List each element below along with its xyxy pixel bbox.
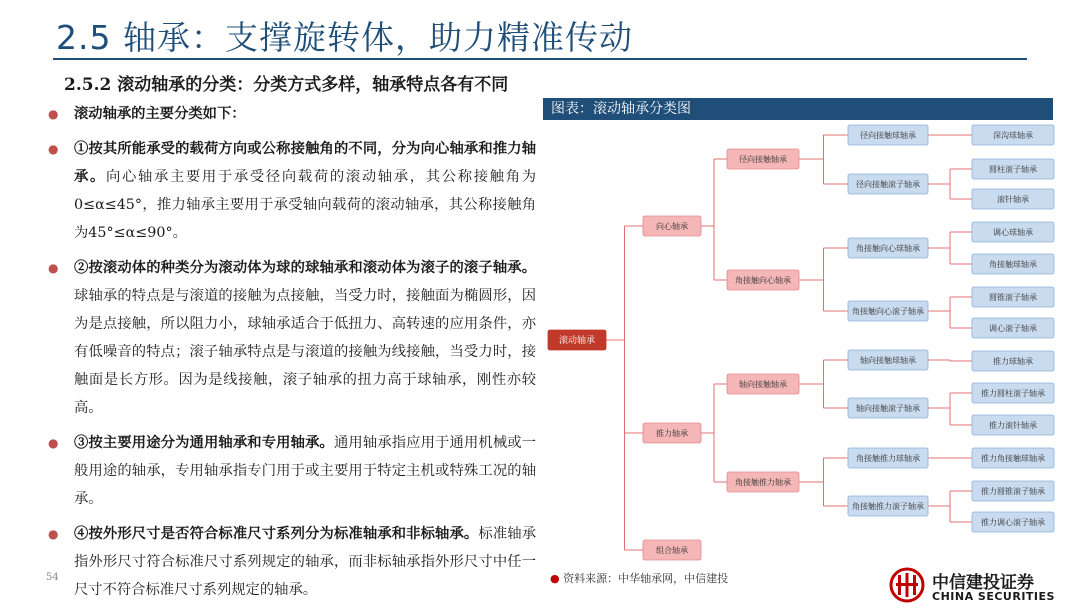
tree-node-label: 轴向接触轴承: [739, 380, 787, 389]
tree-node-label: 角接触向心球轴承: [856, 244, 920, 253]
tree-node-label: 深沟球轴承: [993, 131, 1033, 140]
bullet-dot-icon: ●: [48, 107, 59, 121]
tree-node-level3: [848, 448, 928, 468]
figure-source: [550, 570, 728, 586]
tree-node-level2: [727, 472, 799, 492]
tree-node-level2: [727, 374, 799, 394]
tree-node-label: 角接触向心滚子轴承: [852, 307, 924, 316]
tree-node-level3: [848, 398, 928, 418]
tree-node-label: 推力球轴承: [993, 357, 1033, 366]
tree-node-label: 角接触推力滚子轴承: [852, 502, 924, 511]
tree-node-level4: [972, 318, 1054, 338]
tree-node-level1: [643, 540, 701, 560]
source-dot-icon: ●: [550, 572, 560, 585]
section-subtitle: 2.5.2 滚动轴承的分类：分类方式多样，轴承特点各有不同: [64, 75, 509, 95]
bullet-dot-icon: ●: [48, 261, 59, 275]
tree-node-label: 推力圆柱滚子轴承: [981, 389, 1045, 398]
tree-node-label: 推力滚针轴承: [989, 421, 1037, 430]
tree-node-label: 推力轴承: [656, 429, 688, 438]
tree-node-label: 角接触推力球轴承: [856, 454, 920, 463]
tree-node-label: 滚动轴承: [558, 336, 596, 346]
tree-node-level4: [972, 512, 1054, 532]
tree-node-label: 径向接触轴承: [739, 155, 787, 164]
logo-name-en: CHINA SECURITIES: [932, 590, 1055, 603]
tree-node-root: [548, 330, 606, 350]
tree-node-level3: [848, 301, 928, 321]
tree-node-label: 推力调心滚子轴承: [981, 518, 1045, 527]
tree-node-level3: [848, 496, 928, 516]
tree-node-level4: [972, 481, 1054, 501]
tree-node-level1: [643, 423, 701, 443]
bullet-text: 球轴承的特点是与滚道的接触为点接触，当受力时，接触面为椭圆形，因为是点接触，所以阻力小，球轴承适合于低扭力、高转速的应用条件，亦有低噪音的特点；滚子轴承特点是与滚道的接触为线接触，当受力时，接触面是长方形。因为是线接触，滚子轴承的扭力高于球轴承，刚性亦较高。: [74, 288, 536, 416]
tree-node-label: 推力圆锥滚子轴承: [981, 487, 1045, 496]
citic-logo-icon: [888, 566, 928, 604]
tree-node-level4: [972, 254, 1054, 274]
tree-node-level3: [848, 350, 928, 370]
tree-node-label: 滚针轴承: [997, 195, 1029, 204]
figure-title: 图表：滚动轴承分类图: [543, 98, 1053, 120]
tree-node-level3: [848, 125, 928, 145]
tree-node-label: 组合轴承: [656, 546, 688, 555]
tree-node-label: 角接触球轴承: [989, 260, 1037, 269]
tree-node-label: 调心球轴承: [993, 228, 1033, 237]
tree-node-level4: [972, 159, 1054, 179]
bullet-dot-icon: ●: [48, 527, 59, 541]
tree-node-label: 轴向接触球轴承: [860, 356, 916, 365]
tree-node-label: 圆锥滚子轴承: [989, 293, 1037, 302]
bullet-bold: ②按滚动体的种类分为滚动体为球的球轴承和滚动体为滚子的滚子轴承。: [74, 260, 536, 276]
tree-node-level4: [972, 189, 1054, 209]
tree-node-level4: [972, 222, 1054, 242]
tree-node-label: 轴向接触滚子轴承: [856, 404, 920, 413]
bullet-text: 通用轴承指应用于通用机械或一般用途的轴承，专用轴承指专门用于或主要用于特定主机或特殊工况的轴承。: [74, 435, 537, 507]
tree-node-level1: [643, 216, 701, 236]
company-logo: [888, 566, 1068, 604]
tree-node-level4: [972, 125, 1054, 145]
tree-node-level2: [727, 270, 799, 290]
tree-node-level3: [848, 174, 928, 194]
bullet-bold: ①按其所能承受的载荷方向或公称接触角的不同，分为向心轴承和推力轴承。: [74, 141, 536, 185]
tree-node-label: 圆柱滚子轴承: [989, 165, 1037, 174]
page-number: 54: [46, 572, 59, 583]
tree-node-level4: [972, 383, 1054, 403]
tree-node-level3: [848, 238, 928, 258]
tree-node-label: 向心轴承: [656, 222, 688, 231]
tree-node-label: 径向接触球轴承: [860, 131, 916, 140]
bullet-text: 向心轴承主要用于承受径向载荷的滚动轴承，其公称接触角为0≤α≤45°，推力轴承主要用于承受轴向载荷的滚动轴承，其公称接触角为45°≤α≤90°。: [74, 169, 537, 241]
tree-node-level4: [972, 351, 1054, 371]
tree-node-label: 推力角接触球轴承: [981, 454, 1045, 463]
tree-node-level4: [972, 415, 1054, 435]
bullet-dot-icon: ●: [48, 142, 59, 156]
logo-name-cn: 中信建投证券: [932, 573, 1034, 593]
page-title: 2.5 轴承：支撑旋转体，助力精准传动: [56, 18, 633, 57]
tree-node-level4: [972, 448, 1054, 468]
tree-node-level2: [727, 149, 799, 169]
tree-node-level4: [972, 287, 1054, 307]
source-text: 资料来源：中华轴承网，中信建投: [563, 572, 729, 585]
tree-node-label: 角接触向心轴承: [735, 276, 791, 285]
bullet-bold: ③按主要用途分为通用轴承和专用轴承。: [74, 435, 334, 451]
bullet-text: 标准轴承指外形尺寸符合标准尺寸系列规定的轴承，而非标轴承指外形尺寸中任一尺寸不符合标准尺寸系列规定的轴承。: [74, 526, 536, 598]
bullet-bold: ④按外形尺寸是否符合标准尺寸系列分为标准轴承和非标轴承。: [74, 526, 479, 542]
bullet-dot-icon: ●: [48, 436, 59, 450]
bullet-bold: 滚动轴承的主要分类如下：: [74, 106, 246, 122]
tree-node-label: 径向接触滚子轴承: [856, 180, 920, 189]
tree-node-label: 调心滚子轴承: [989, 324, 1037, 333]
tree-node-label: 角接触推力轴承: [735, 478, 791, 487]
